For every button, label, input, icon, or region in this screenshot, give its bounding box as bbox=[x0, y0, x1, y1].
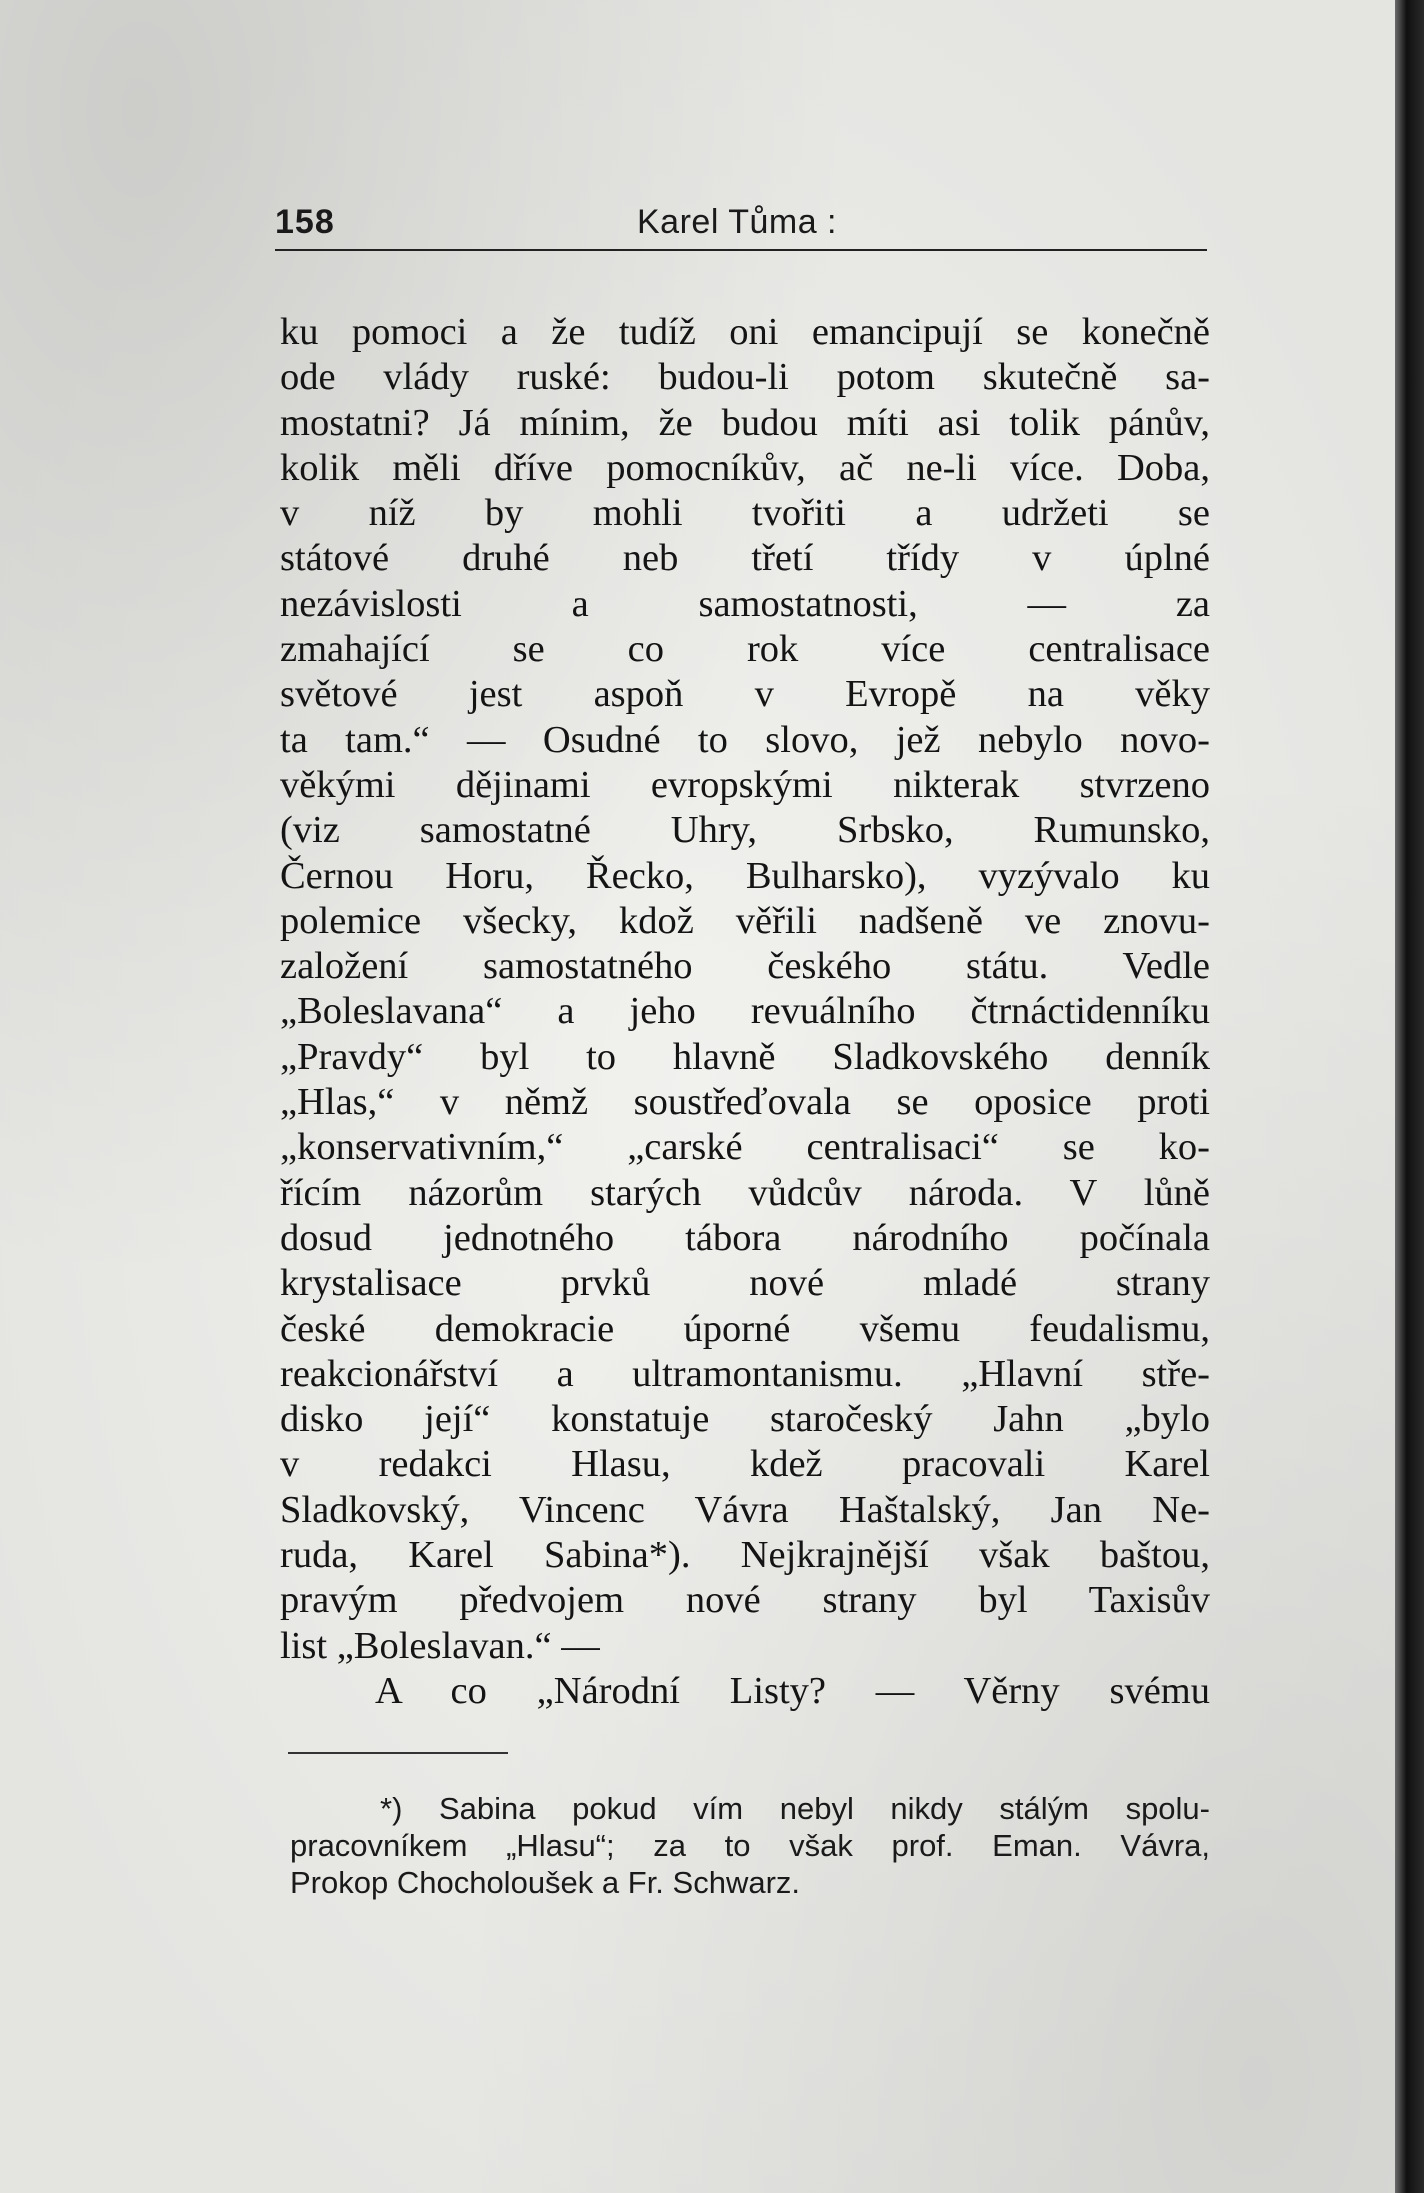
text-line: „Boleslavana“ a jeho revuálního čtrnáctidenníku bbox=[280, 990, 1210, 1033]
text-line: Černou Horu, Řecko, Bulharsko), vyzývalo ku bbox=[280, 854, 1210, 897]
text-line: ku pomoci a že tudíž oni emancipují se konečně bbox=[280, 311, 1210, 353]
text-line: státové druhé neb třetí třídy v úplné bbox=[280, 537, 1210, 580]
text-line: disko její“ konstatuje staročeský Jahn „bylo bbox=[280, 1398, 1210, 1441]
text-line: řícím názorům starých vůdcův národa. V lůně bbox=[280, 1171, 1210, 1214]
text-line: v redakci Hlasu, kdež pracovali Karel bbox=[280, 1443, 1210, 1486]
text-line: „konservativním,“ „carské centralisaci“ se ko- bbox=[280, 1126, 1210, 1169]
footnote-line: *) Sabina pokud vím nebyl nikdy stálým spolu- bbox=[380, 1791, 1210, 1826]
text-line: Sladkovský, Vincenc Vávra Haštalský, Jan Ne- bbox=[280, 1488, 1210, 1531]
text-line: světové jest aspoň v Evropě na věky bbox=[280, 673, 1210, 716]
text-line: „Hlas,“ v němž soustřeďovala se oposice proti bbox=[280, 1081, 1210, 1124]
footnote-line: Prokop Chocholoušek a Fr. Schwarz. bbox=[290, 1865, 801, 1900]
text-line: „Pravdy“ byl to hlavně Sladkovského denník bbox=[280, 1035, 1210, 1078]
text-line: nezávislosti a samostatnosti, — za bbox=[280, 582, 1210, 625]
text-line: ta tam.“ — Osudné to slovo, jež nebylo novo- bbox=[280, 718, 1210, 761]
text-line: zmahající se co rok více centralisace bbox=[280, 628, 1210, 671]
footnote bbox=[290, 1790, 1210, 1901]
text-line: věkými dějinami evropskými nikterak stvrzeno bbox=[280, 763, 1210, 806]
text-line: krystalisace prvků nové mladé strany bbox=[280, 1262, 1210, 1305]
text-line: mostatni? Já mínim, že budou míti asi tolik pánův, bbox=[280, 401, 1210, 444]
page-number: 158 bbox=[275, 203, 335, 241]
scan-edge bbox=[1395, 0, 1424, 2193]
text-line: ruda, Karel Sabina*). Nejkrajnější však baštou, bbox=[280, 1534, 1210, 1577]
running-head: Karel Tůma : bbox=[637, 203, 838, 241]
text-line: kolik měli dříve pomocníkův, ač ne-li více. Doba, bbox=[280, 446, 1210, 489]
text-line: české demokracie úporné všemu feudalismu, bbox=[280, 1307, 1210, 1350]
page-header bbox=[275, 203, 1207, 251]
footnote-divider bbox=[288, 1752, 508, 1754]
text-line: list „Boleslavan.“ — bbox=[280, 1624, 600, 1667]
text-line: v níž by mohli tvořiti a udržeti se bbox=[280, 492, 1210, 535]
text-line: pravým předvojem nové strany byl Taxisův bbox=[280, 1579, 1210, 1622]
text-line: založení samostatného českého státu. Vedle bbox=[280, 945, 1210, 988]
text-line: reakcionářství a ultramontanismu. „Hlavní stře- bbox=[280, 1352, 1210, 1395]
body-text bbox=[280, 310, 1210, 1714]
footnote-line: pracovníkem „Hlasu“; za to však prof. Eman. Vávra, bbox=[290, 1828, 1210, 1863]
text-line: polemice všecky, kdož věřili nadšeně ve znovu- bbox=[280, 899, 1210, 942]
text-line: dosud jednotného tábora národního počínala bbox=[280, 1216, 1210, 1259]
text-line: ode vlády ruské: budou-li potom skutečně sa- bbox=[280, 356, 1210, 399]
text-line: (viz samostatné Uhry, Srbsko, Rumunsko, bbox=[280, 809, 1210, 852]
text-line: A co „Národní Listy? — Věrny svému bbox=[375, 1669, 1210, 1712]
